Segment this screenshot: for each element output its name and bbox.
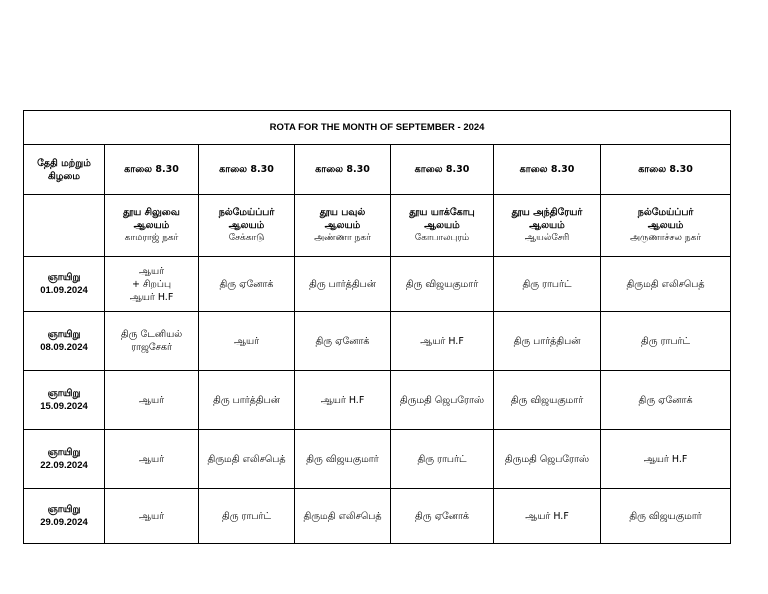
church-cell	[105, 195, 199, 257]
sunday-row	[24, 312, 731, 371]
church-name: தூய பவுல்	[319, 207, 366, 218]
assignment-line: + சிறப்பு	[131, 278, 172, 290]
assignment-cell: திரு விஜயகுமார்	[391, 257, 494, 312]
assignment-cell: ஆயர் H.F	[391, 312, 494, 371]
time-cell: காலை 8.30	[199, 145, 295, 195]
church-name: தூய அந்திரேயர்	[511, 207, 583, 218]
time-cell: காலை 8.30	[295, 145, 391, 195]
church-name: தூய சிலுவை	[123, 207, 180, 218]
church-place: ஆயல்சேரி	[524, 233, 570, 243]
day-label: ஞாயிறு	[47, 504, 81, 515]
day-label: ஞாயிறு	[47, 272, 81, 283]
assignment-cell: திரு ராபர்ட்	[391, 430, 494, 489]
date-label: 22.09.2024	[40, 460, 88, 471]
date-cell	[24, 257, 105, 312]
day-header-label: கிழமை	[47, 170, 81, 182]
assignment-cell: திருமதி எலிசபெத்	[295, 489, 391, 544]
church-row	[24, 195, 731, 257]
church-name: நல்மேய்ப்பர்	[218, 207, 275, 218]
assignment-line: ராஜசேகர்	[131, 342, 172, 353]
assignment-cell: திரு ஏனோக்	[391, 489, 494, 544]
rota-table	[23, 110, 731, 544]
church-place: காமராஜ் நகர்	[124, 233, 179, 243]
church-word: ஆலயம்	[324, 220, 361, 231]
date-label: 15.09.2024	[40, 401, 88, 412]
date-cell	[24, 430, 105, 489]
assignment-cell: ஆயர்	[105, 371, 199, 430]
assignment-cell: ஆயர்	[105, 430, 199, 489]
assignment-cell: திரு ராபர்ட்	[199, 489, 295, 544]
assignment-cell: திரு ஏனோக்	[199, 257, 295, 312]
church-cell	[295, 195, 391, 257]
assignment-cell: திரு பார்த்திபன்	[199, 371, 295, 430]
date-label: 08.09.2024	[40, 342, 88, 353]
sunday-row	[24, 257, 731, 312]
date-label: 29.09.2024	[40, 517, 88, 528]
church-name: நல்மேய்ப்பர்	[637, 207, 694, 218]
church-word: ஆலயம்	[647, 220, 684, 231]
assignment-cell: திரு விஜயகுமார்	[295, 430, 391, 489]
assignment-line: ஆயர்	[138, 265, 165, 277]
assignment-cell: திரு ராபர்ட்	[601, 312, 731, 371]
assignment-cell: திரு ஏனோக்	[295, 312, 391, 371]
church-cell	[494, 195, 601, 257]
church-cell	[391, 195, 494, 257]
assignment-cell	[105, 257, 199, 312]
date-cell	[24, 489, 105, 544]
assignment-cell: திரு விஜயகுமார்	[494, 371, 601, 430]
empty-cell	[24, 195, 105, 257]
assignment-cell: ஆயர் H.F	[494, 489, 601, 544]
day-label: ஞாயிறு	[47, 388, 81, 399]
assignment-cell: திருமதி எலிசபெத்	[199, 430, 295, 489]
assignment-cell: ஆயர்	[105, 489, 199, 544]
church-place: அண்ணா நகர்	[314, 233, 371, 243]
sunday-row	[24, 371, 731, 430]
time-cell: காலை 8.30	[105, 145, 199, 195]
sunday-row	[24, 489, 731, 544]
church-place: அருணாச்சல நகர்	[630, 233, 702, 243]
assignment-cell: ஆயர்	[199, 312, 295, 371]
assignment-cell: திரு பார்த்திபன்	[494, 312, 601, 371]
church-name: தூய யாக்கோபு	[409, 207, 475, 218]
date-cell	[24, 371, 105, 430]
church-place: கோபாலபுரம்	[414, 233, 470, 243]
assignment-cell: திருமதி ஜெபரோஸ்	[494, 430, 601, 489]
time-row	[24, 145, 731, 195]
church-word: ஆலயம்	[529, 220, 565, 231]
date-label: 01.09.2024	[40, 285, 88, 296]
church-word: ஆலயம்	[228, 220, 265, 231]
assignment-cell: திருமதி எலிசபெத்	[601, 257, 731, 312]
assignment-cell: ஆயர் H.F	[601, 430, 731, 489]
assignment-cell: திரு பார்த்திபன்	[295, 257, 391, 312]
date-cell	[24, 312, 105, 371]
page-title: ROTA FOR THE MONTH OF SEPTEMBER - 2024	[24, 111, 731, 145]
church-word: ஆலயம்	[424, 220, 460, 231]
church-cell	[601, 195, 731, 257]
assignment-cell: திருமதி ஜெபரோஸ்	[391, 371, 494, 430]
church-word: ஆலயம்	[133, 220, 170, 231]
time-cell: காலை 8.30	[391, 145, 494, 195]
date-header-label: தேதி மற்றும்	[37, 157, 91, 169]
assignment-line: திரு டேனியல்	[120, 329, 183, 340]
assignment-cell: திரு ராபர்ட்	[494, 257, 601, 312]
day-label: ஞாயிறு	[47, 447, 81, 458]
church-cell	[199, 195, 295, 257]
time-cell: காலை 8.30	[494, 145, 601, 195]
assignment-cell	[105, 312, 199, 371]
assignment-cell: திரு ஏனோக்	[601, 371, 731, 430]
assignment-cell: ஆயர் H.F	[295, 371, 391, 430]
assignment-line: ஆயர் H.F	[129, 291, 174, 303]
date-header-cell	[24, 145, 105, 195]
time-cell: காலை 8.30	[601, 145, 731, 195]
church-place: சேக்காடு	[228, 233, 265, 243]
assignment-cell: திரு விஜயகுமார்	[601, 489, 731, 544]
sunday-row	[24, 430, 731, 489]
day-label: ஞாயிறு	[47, 329, 81, 340]
